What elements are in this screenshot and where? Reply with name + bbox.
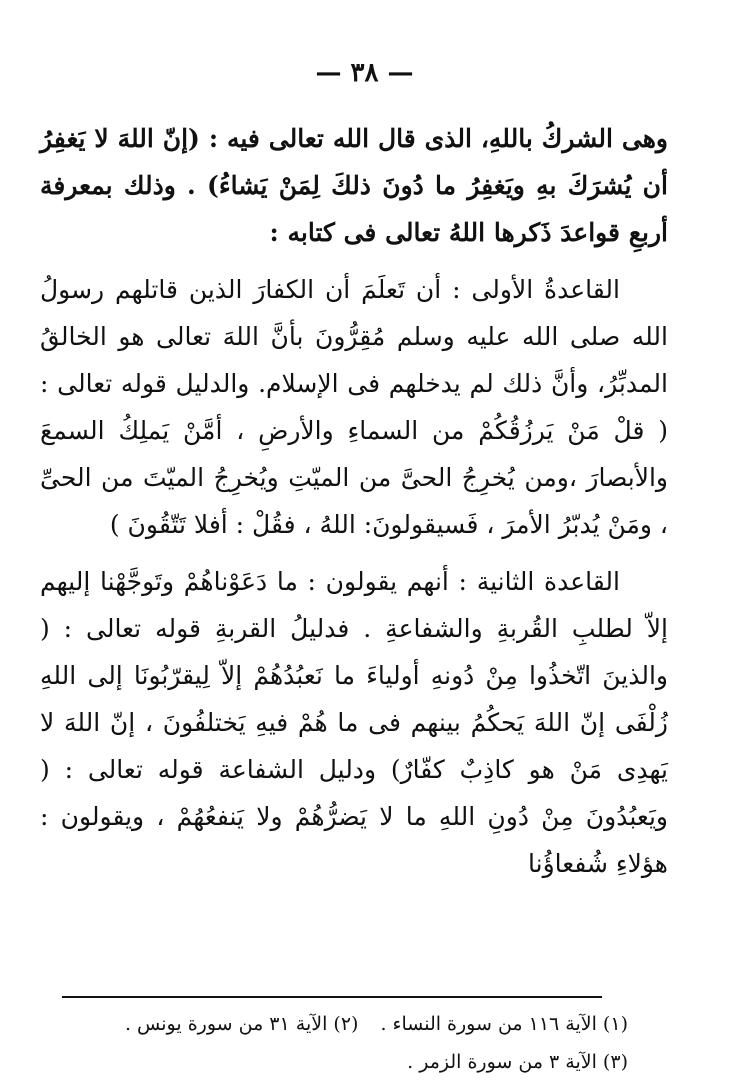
rule-one-paragraph: القاعدةُ الأولى : أن تَعلَمَ أن الكفارَ الذين قاتلهم رسولُ الله صلى الله عليه وسلم مُقِرُّونَ بأنَّ اللهَ تعالى هو الخالقُ المدبِّرُ، وأنَّ ذلك لم يدخلهم فى الإسلام. والدليل قوله تعالى : ( قلْ مَنْ يَرزُقُكُمْ من السماءِ والأرضِ ، أمَّنْ يَملِكُ السمعَ والأبصارَ ،ومن يُخرِجُ الحىَّ من الميّتِ ويُخرِجُ الميّتَ من الحىِّ ، ومَنْ يُدبّرُ الأمرَ ، فَسيقولونَ: اللهُ ، فقُلْ : أفلا تَتّقُونَ ) bbox=[40, 275, 668, 539]
rule-two-paragraph: القاعدة الثانية : أنهم يقولون : ما دَعَوْناهُمْ وتَوجَّهْنا إليهم إلاّ لطلبِ القُربةِ والشفاعةِ . فدليلُ القربةِ قوله تعالى : ( والذينَ اتّخذُوا مِنْ دُونهِ أولياءَ ما نَعبُدُهُمْ إلاّ لِيقرّبُونَا إلى اللهِ زُلْفَى إنّ اللهَ يَحكُمُ بينهم فى ما هُمْ فيهِ يَختلفُونَ ، إنّ اللهَ لا يَهدِى مَنْ هو كاذِبٌ كفّارٌ) ودليل الشفاعة قوله تعالى : ( ويَعبُدُونَ مِنْ دُونِ اللهِ ما لا يَضرُّهُمْ ولا يَنفعُهُمْ ، ويقولون : هؤلاءِ شُفعاؤُنا bbox=[40, 567, 668, 878]
footnote-line bbox=[30, 1005, 628, 1043]
footnotes bbox=[30, 1005, 628, 1081]
main-text bbox=[40, 115, 668, 887]
footnote-line bbox=[30, 1043, 628, 1081]
footnote-2: (٢) الآية ٣١ من سورة يونس . bbox=[124, 1013, 359, 1035]
footnote-1: (١) الآية ١١٦ من سورة النساء . bbox=[380, 1013, 628, 1035]
intro-paragraph: وهى الشركُ باللهِ، الذى قال الله تعالى فيه : (إنّ اللهَ لا يَغفِرُ أن يُشرَكَ بهِ ويَغفِرُ ما دُونَ ذلكَ لِمَنْ يَشاءُ) . وذلك بمعرفة أربعِ قواعدَ ذَكرها اللهُ تعالى فى كتابه : bbox=[40, 124, 668, 247]
footnote-3: (٣) الآية ٣ من سورة الزمر . bbox=[407, 1051, 628, 1073]
footnote-divider bbox=[62, 996, 602, 998]
page-number: — ٣٨ — bbox=[315, 58, 414, 88]
